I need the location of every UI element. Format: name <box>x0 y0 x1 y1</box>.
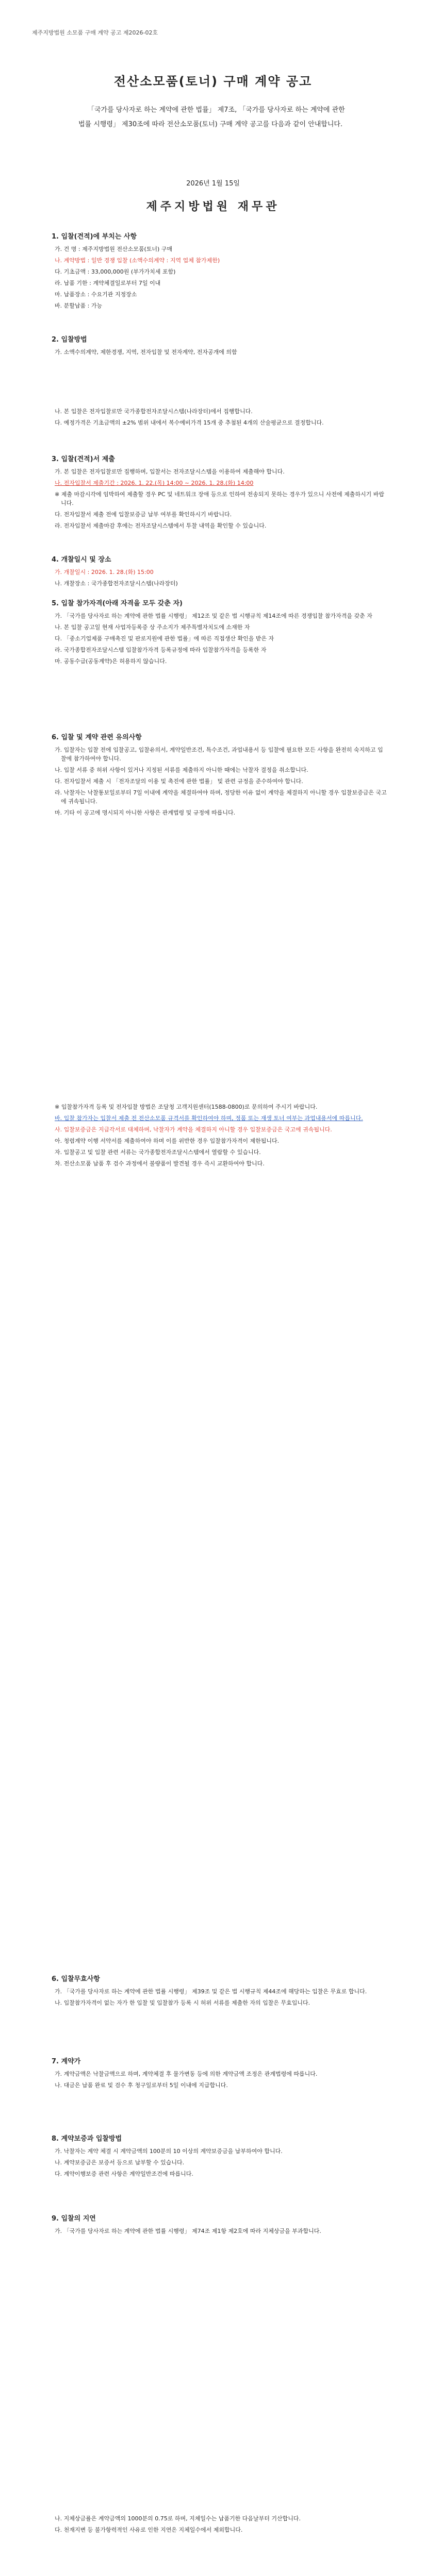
section-item: 나. 대금은 납품 완료 및 검수 후 청구일로부터 5일 이내에 지급합니다. <box>55 2082 228 2089</box>
section-item: 다. 계약이행보증 관련 사항은 계약일반조건에 따릅니다. <box>55 2171 193 2177</box>
document-title: 전산소모품(토너) 구매 계약 공고 <box>113 74 313 89</box>
section-bid-method-continued <box>52 407 387 430</box>
section-item: 바. 분할납품 : 가능 <box>55 302 103 309</box>
section-eligibility <box>52 598 387 668</box>
section-item: 라. 납품 기한 : 계약체결일로부터 7일 이내 <box>55 280 161 286</box>
header-note: 제주지방법원 소모품 구매 계약 공고 제2026-02호 <box>32 29 158 36</box>
section-item: 바. 입찰 참가자는 입찰서 제출 전 전산소모품 규격서를 확인하여야 하며, 정품 또는 재생 토너 여부는 과업내용서에 따릅니다. <box>55 1115 363 1122</box>
section-item: 가. 입찰자는 입찰 전에 입찰공고, 입찰유의서, 계약일반조건, 특수조건, 과업내용서 등 입찰에 필요한 모든 사항을 완전히 숙지하고 입찰에 참가하여야 합니다. <box>55 747 383 762</box>
section-title: 7. 계약가 <box>52 2058 81 2065</box>
section-invalid-bids <box>52 1973 387 2010</box>
section-item: 라. 국가종합전자조달시스템 입찰참가자격 등록규정에 따라 입찰참가자격을 등록한 자 <box>55 647 267 653</box>
notice-date: 2026년 1월 15일 <box>186 180 240 188</box>
section-title: 3. 입찰(견적)서 제출 <box>52 455 115 463</box>
section-item: 다. 예정가격은 기초금액의 ±2% 범위 내에서 복수예비가격 15개 중 추첨된 4개의 산술평균으로 결정합니다. <box>55 419 324 426</box>
section-item: 사. 입찰보증금은 지급각서로 대체하며, 낙찰자가 계약을 체결하지 아니할 경우 입찰보증금은 국고에 귀속됩니다. <box>55 1126 332 1133</box>
section-item: 나. 본 입찰은 전자입찰로만 국가종합전자조달시스템(나라장터)에서 집행합니다. <box>55 408 253 415</box>
section-item: 가. 「국가를 당사자로 하는 계약에 관한 법률 시행령」 제39조 및 같은 법 시행규칙 제44조에 해당하는 입찰은 무효로 합니다. <box>55 1988 367 1995</box>
section-title: 6. 입찰무효사항 <box>52 1975 100 1983</box>
section-item: 차. 전산소모품 납품 후 검수 과정에서 불량품이 발견될 경우 즉시 교환하여야 합니다. <box>55 1160 265 1167</box>
section-item: 다. 전자입찰서 제출 전에 입찰보증금 납부 여부를 확인하시기 바랍니다. <box>55 511 232 518</box>
section-notes-continued <box>52 1103 387 1171</box>
section-bid-submission <box>52 453 387 533</box>
section-item: 가. 소액수의계약, 제한경쟁, 지역, 전자입찰 및 전자계약, 전자공개에 의함 <box>55 349 237 355</box>
intro-paragraph: 「국가를 당사자로 하는 계약에 관한 법률」 제7조, 「국가를 당사자로 하는 계약에 관한 법률 시행령」 제30조에 따라 전산소모품(토너) 구매 계약 공고를 다음과 같이 안내합니다. <box>78 106 345 128</box>
section-item: 나. 입찰 서류 중 허위 사항이 있거나 지정된 서류를 제출하지 아니한 때에는 낙찰자 결정을 취소합니다. <box>55 767 308 773</box>
section-title: 4. 개찰일시 및 장소 <box>52 556 111 564</box>
section-item: 나. 계약보증금은 보증서 등으로 납부할 수 있습니다. <box>55 2159 185 2166</box>
section-bid-method <box>52 334 387 359</box>
section-item: 자. 입찰공고 및 입찰 관련 서류는 국가종합전자조달시스템에서 열람할 수 있습니다. <box>55 1149 261 1156</box>
section-item: 다. 기초금액 : 33,000,000원 (부가가치세 포함) <box>55 268 176 275</box>
section-item: 나. 개찰장소 : 국가종합전자조달시스템(나라장터) <box>55 580 178 587</box>
section-item: 마. 기타 이 공고에 명시되지 아니한 사항은 관계법령 및 규정에 따릅니다. <box>55 809 236 816</box>
section-item: 라. 낙찰자는 낙찰통보일로부터 7일 이내에 계약을 체결하여야 하며, 정당한 이유 없이 계약을 체결하지 아니할 경우 입찰보증금은 국고에 귀속됩니다. <box>55 789 387 805</box>
section-notes <box>52 732 387 820</box>
section-item: 다. 전자입찰서 제출 시 「전자조달의 이용 및 촉진에 관한 법률」 및 관련 규정을 준수하여야 합니다. <box>55 778 303 785</box>
section-item: 가. 낙찰자는 계약 체결 시 계약금액의 100분의 10 이상의 계약보증금을 납부하여야 합니다. <box>55 2148 283 2155</box>
section-item: ※ 제출 마감시각에 임박하여 제출할 경우 PC 및 네트워크 장애 등으로 인하여 전송되지 못하는 경우가 있으니 사전에 제출하시기 바랍니다. <box>55 491 385 506</box>
section-title: 8. 계약보증과 입찰방법 <box>52 2135 122 2143</box>
section-item: 마. 공동수급(공동계약)은 허용하지 않습니다. <box>55 658 167 665</box>
section-item: 아. 청렴계약 이행 서약서를 제출하여야 하며 이를 위반한 경우 입찰참가자격이 제한됩니다. <box>55 1138 280 1144</box>
section-title: 6. 입찰 및 계약 관련 유의사항 <box>52 734 142 741</box>
section-title: 5. 입찰 참가자격(아래 자격을 모두 갖춘 자) <box>52 600 183 607</box>
section-item: 마. 납품장소 : 수요기관 지정장소 <box>55 291 137 298</box>
section-item: 가. 본 입찰은 전자입찰로만 집행하며, 입찰서는 전자조달시스템을 이용하여 제출해야 합니다. <box>55 468 285 475</box>
section-delay-continued <box>52 2514 387 2537</box>
section-item: 가. 「국가를 당사자로 하는 계약에 관한 법률 시행령」 제12조 및 같은 법 시행규칙 제14조에 따른 경쟁입찰 참가자격을 갖춘 자 <box>55 613 372 619</box>
section-delay <box>52 2213 387 2238</box>
section-item: 가. 건 명 : 제주지방법원 전산소모품(토너) 구매 <box>55 246 173 252</box>
section-item: 가. 「국가를 당사자로 하는 계약에 관한 법률 시행령」 제74조 제1항 제2호에 따라 지체상금을 부과합니다. <box>55 2228 321 2234</box>
section-item: 다. 천재지변 등 불가항력적인 사유로 인한 지연은 지체일수에서 제외합니다. <box>55 2527 243 2533</box>
section-contract-price <box>52 2056 387 2092</box>
section-item: 나. 전자입찰서 제출기간 : 2026. 1. 22.(목) 14:00 ~ 2026. 1. 28.(화) 14:00 <box>55 480 254 486</box>
section-item: 다. 「중소기업제품 구매촉진 및 판로지원에 관한 법률」에 따른 직접생산 확인을 받은 자 <box>55 635 274 642</box>
section-item: ※ 입찰참가자격 등록 및 전자입찰 방법은 조달청 고객지원센터(1588-0800)로 문의하여 주시기 바랍니다. <box>55 1104 318 1110</box>
section-item: 가. 계약금액은 낙찰금액으로 하며, 계약체결 후 물가변동 등에 의한 계약금액 조정은 관계법령에 따릅니다. <box>55 2071 318 2077</box>
section-item: 라. 전자입찰서 제출마감 후에는 전자조달시스템에서 투찰 내역을 확인할 수 있습니다. <box>55 522 267 529</box>
section-item: 가. 개찰일시 : 2026. 1. 28.(화) 15:00 <box>55 569 154 575</box>
section-title: 9. 입찰의 지연 <box>52 2215 96 2223</box>
issuer-name: 제주지방법원 재무관 <box>146 200 280 213</box>
section-item: 나. 지체상금률은 계약금액의 1000분의 0.75로 하며, 지체일수는 납품기한 다음날부터 기산합니다. <box>55 2515 301 2522</box>
section-opening <box>52 554 387 590</box>
section-contract-guarantee <box>52 2133 387 2181</box>
section-title: 1. 입찰(견적)에 부치는 사항 <box>52 233 137 241</box>
section-item: 나. 입찰참가자격이 없는 자가 한 입찰 및 입찰참가 등록 시 허위 서류를 제출한 자의 입찰은 무효입니다. <box>55 1999 310 2006</box>
section-title: 2. 입찰방법 <box>52 336 87 344</box>
section-bid-subject <box>52 231 387 313</box>
section-item: 나. 본 입찰 공고일 현재 사업자등록증 상 주소지가 제주특별자치도에 소재한 자 <box>55 624 250 631</box>
section-item: 나. 계약방법 : 일반 경쟁 입찰 (소액수의계약 : 지역 업체 참가제한) <box>55 257 220 264</box>
